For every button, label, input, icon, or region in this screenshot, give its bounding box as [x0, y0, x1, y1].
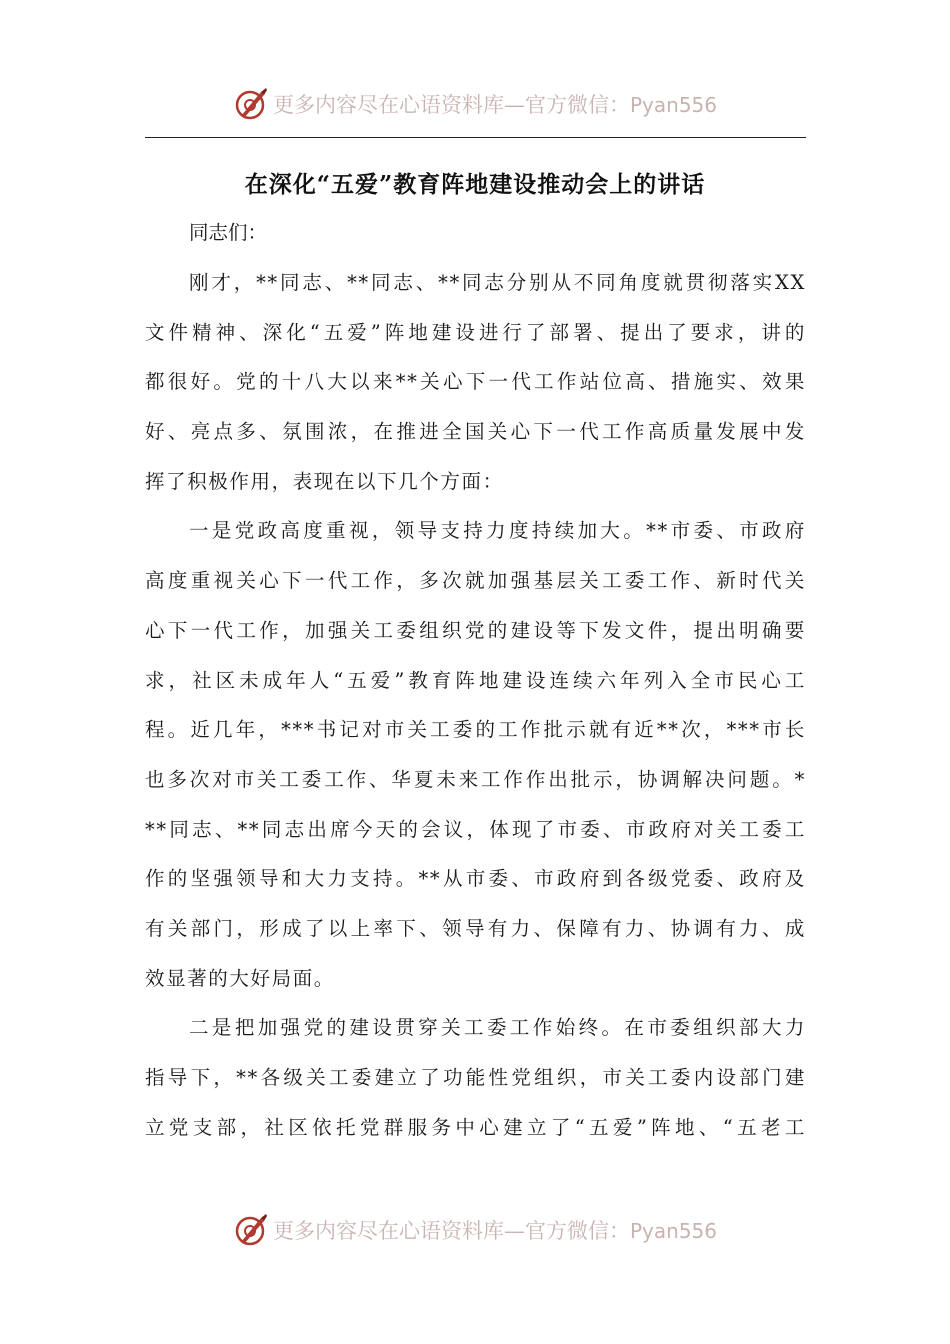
paragraph-line: 好、亮点多、氛围浓，在推进全国关心下一代工作高质量发展中发 [145, 420, 806, 444]
paragraph-line: 也多次对市关工委工作、华夏未来工作作出批示，协调解决问题。* [145, 767, 806, 791]
paragraph-2 [145, 506, 806, 1003]
watermark-text-top: 更多内容尽在心语资料库—官方微信：Pyan556 [272, 93, 717, 117]
paragraph-line: 心下一代工作，加强关工委组织党的建设等下发文件，提出明确要 [145, 618, 806, 642]
paragraph-line: 有关部门，形成了以上率下、领导有力、保障有力、协调有力、成 [145, 916, 806, 940]
paragraph-line: 文件精神、深化“五爱”阵地建设进行了部署、提出了要求，讲的 [145, 320, 806, 344]
paragraph-1 [145, 258, 806, 506]
pen-logo-icon [233, 1212, 269, 1248]
paragraph-line: 二是把加强党的建设贯穿关工委工作始终。在市委组织部大力 [189, 1016, 806, 1040]
pen-logo-icon [233, 86, 269, 122]
watermark-wechat-id-bottom: Pyan556 [629, 1219, 717, 1243]
paragraph-line: 高度重视关心下一代工作，多次就加强基层关工委工作、新时代关 [145, 569, 806, 593]
document-title: 在深化“五爱”教育阵地建设推动会上的讲话 [244, 171, 706, 198]
paragraph-line: 立党支部，社区依托党群服务中心建立了“五爱”阵地、“五老工 [145, 1115, 806, 1139]
watermark-banner-bottom [0, 1210, 950, 1250]
paragraph-line: 都很好。党的十八大以来**关心下一代工作站位高、措施实、效果 [145, 370, 806, 394]
paragraph-line: 作的坚强领导和大力支持。**从市委、市政府到各级党委、政府及 [145, 867, 806, 891]
watermark-wechat-id-top: Pyan556 [629, 93, 717, 117]
paragraph-line: 指导下，**各级关工委建立了功能性党组织，市关工委内设部门建 [145, 1066, 806, 1089]
header-divider [145, 137, 806, 138]
paragraph-line: 程。近几年，***书记对市关工委的工作批示就有近**次，***市长 [145, 718, 806, 742]
paragraph-line: 效显著的大好局面。 [145, 966, 335, 990]
paragraph-line: 求，社区未成年人“五爱”教育阵地建设连续六年列入全市民心工 [145, 668, 806, 692]
watermark-banner-top [0, 84, 950, 124]
paragraph-line: 一是党政高度重视，领导支持力度持续加大。**市委、市政府 [189, 519, 806, 543]
document-body [145, 208, 806, 1152]
paragraph-line: 刚才，**同志、**同志、**同志分别从不同角度就贯彻落实XX [189, 271, 806, 294]
paragraph-line: **同志、**同志出席今天的会议，体现了市委、市政府对关工委工 [145, 817, 806, 841]
paragraph-line: 挥了积极作用，表现在以下几个方面： [145, 469, 504, 493]
paragraph-3 [145, 1003, 806, 1152]
watermark-text-bottom: 更多内容尽在心语资料库—官方微信：Pyan556 [272, 1219, 717, 1243]
salutation: 同志们： [189, 221, 268, 244]
